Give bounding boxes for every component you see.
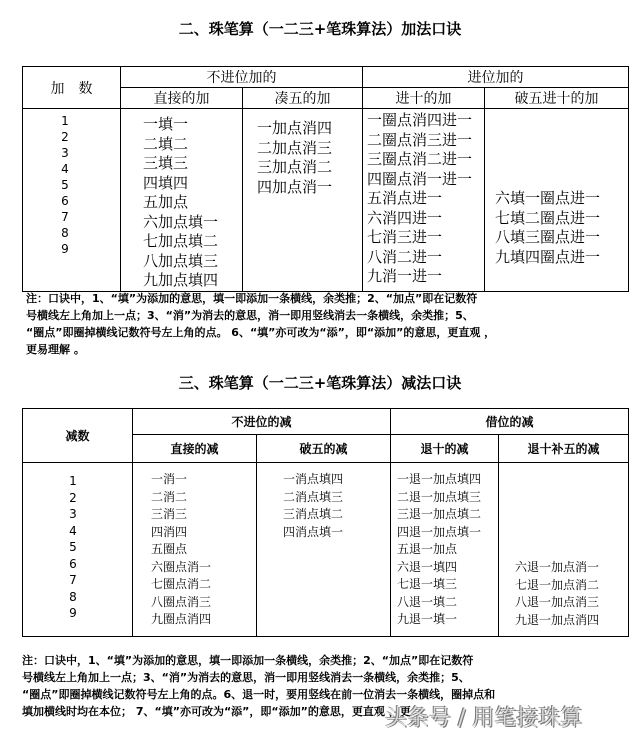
rule-line: 8 — [69, 589, 77, 604]
direct-add-cell — [121, 109, 243, 292]
subtrahend-cell — [23, 463, 133, 637]
rule-line: 三消点填二 — [283, 507, 344, 521]
ten-sub-cell — [391, 463, 499, 637]
rule-line: 四消四 — [151, 524, 188, 539]
rule-line: 一加点消四 — [257, 119, 333, 137]
direct-sub-cell — [133, 463, 257, 637]
five-add-cell — [243, 109, 363, 292]
rule-line: 7 — [69, 573, 77, 587]
rule-line: 八填三圈点进一 — [495, 228, 601, 246]
rule-line: 八退一填二 — [397, 594, 458, 609]
ten-add-cell — [363, 109, 485, 292]
subtraction-note: 注：口诀中，1、“填”为添加的意思，填一即添加一条横线，余类推；2、“加点”即在记数符 号横线左上角加上一点；3、“消”为消去的意思，消一即用竖线消去一条横线，余类推；5、 “圈点”即圈掉横线记数符号左上角的点。6、退一时，要用竖线在前一位消去一条横线，圈掉点和 填加横线时均在本位； 7、“填”亦可改为“添”，即“添加”的意思，更直观 ，更 — [22, 654, 496, 718]
rule-line: 六填一圈点进一 — [495, 189, 601, 207]
watermark: 头条号 / 用笔接珠算 — [385, 706, 583, 731]
rule-line: 四加点消一 — [257, 177, 333, 196]
rule-line: 七填二圈点进一 — [495, 208, 601, 227]
subtraction-table — [22, 408, 629, 637]
ten-comp-five-sub-header: 退十补五的减 — [499, 435, 629, 463]
rule-line: 4 — [61, 162, 69, 176]
rule-line: 1 — [69, 474, 77, 488]
rule-line: 1 — [61, 114, 69, 128]
rule-line: 一退一加点填四 — [397, 472, 482, 486]
rule-line: 九消一进一 — [367, 267, 443, 285]
subtraction-title: 三、珠笔算（一二三+笔珠算法）减法口诀 — [178, 374, 462, 392]
rule-line: 2 — [69, 490, 77, 505]
carry-header: 进位加的 — [363, 67, 629, 88]
addend-cell — [23, 109, 121, 292]
rule-line: 4 — [69, 523, 77, 538]
rule-line: 八消二进一 — [367, 247, 443, 266]
addition-note: 注：口诀中，1、“填”为添加的意思，填一即添加一条横线，余类推；2、“加点”即在记数符 号横线左上角加上一点；3、“消”为消去的意思，消一即用竖线消去一条横线，余类推；5、 “圈点”即圈掉横线记数符号左上角的点。 6、“填”亦可改为“添”，即“添加”的意思，更直观 ， 更易理解 。 — [26, 292, 496, 356]
rule-line: 九圈点消四 — [151, 612, 212, 626]
rule-line: 七退一加点消二 — [515, 577, 600, 592]
rule-line: 一消一 — [151, 472, 188, 486]
rule-line: 二加点消三 — [257, 138, 333, 157]
rule-line: 三填三 — [143, 154, 189, 172]
rule-line: 五圈点 — [151, 542, 188, 556]
direct-sub-header: 直接的减 — [133, 435, 257, 463]
rule-line: 七退一填三 — [397, 577, 458, 591]
rule-line: 九退一加点消四 — [515, 612, 600, 627]
rule-line: 八退一加点消三 — [515, 595, 600, 609]
rule-line: 三消三 — [151, 507, 188, 521]
rule-line: 二填二 — [143, 134, 189, 153]
rule-line: 六消四进一 — [367, 208, 443, 227]
rule-line: 九加点填四 — [143, 271, 219, 289]
addition-title: 二、珠笔算（一二三+笔珠算法）加法口诀 — [178, 20, 462, 38]
rule-line: 一圈点消四进一 — [367, 111, 473, 129]
break-five-add-cell — [485, 109, 629, 292]
rule-line: 二消二 — [151, 489, 188, 504]
rule-line: 一消点填四 — [283, 472, 344, 486]
rule-line: 五退一加点 — [397, 542, 458, 556]
ten-comp-five-sub-cell — [499, 463, 629, 637]
rule-line: 四圈点消一进一 — [367, 169, 473, 188]
rule-line: 3 — [61, 146, 69, 160]
rule-line: 5 — [61, 178, 69, 192]
rule-line: 七加点填二 — [143, 232, 219, 250]
no-borrow-header: 不进位的减 — [133, 409, 391, 435]
rule-line: 5 — [69, 540, 77, 554]
addend-header: 加 数 — [23, 67, 121, 109]
break-five-add-header: 破五进十的加 — [485, 88, 629, 109]
rule-line: 七消三进一 — [367, 228, 443, 246]
rule-line: 二消点填三 — [283, 489, 344, 504]
ten-sub-header: 退十的减 — [391, 435, 499, 463]
rule-line: 6 — [69, 556, 77, 571]
rule-line: 八圈点消三 — [151, 594, 212, 609]
direct-add-header: 直接的加 — [121, 88, 243, 109]
rule-line: 三圈点消二进一 — [367, 150, 473, 168]
rule-line: 五消点进一 — [367, 189, 443, 207]
rule-line: 二圈点消三进一 — [367, 130, 473, 149]
break-five-sub-cell — [257, 463, 391, 637]
borrow-header: 借位的减 — [391, 409, 629, 435]
rule-line: 三加点消二 — [257, 158, 333, 176]
rule-line: 6 — [61, 194, 69, 208]
rule-line: 九填四圈点进一 — [495, 247, 601, 266]
subtrahend-header: 减数 — [23, 409, 133, 463]
rule-line: 7 — [61, 210, 69, 224]
rule-line: 六退一填四 — [397, 559, 458, 574]
rule-line: 四退一加点填一 — [397, 524, 482, 539]
rule-line: 8 — [61, 226, 69, 240]
rule-line: 六圈点消一 — [151, 559, 212, 574]
rule-line: 9 — [61, 242, 69, 256]
rule-line: 八加点填三 — [143, 251, 219, 270]
rule-line: 六退一加点消一 — [515, 560, 600, 574]
rule-line: 九退一填一 — [397, 612, 458, 626]
rule-line: 一填一 — [143, 115, 189, 133]
rule-line: 七圈点消二 — [151, 577, 212, 591]
rule-line: 9 — [69, 606, 77, 620]
rule-line: 四消点填一 — [283, 524, 344, 539]
break-five-sub-header: 破五的减 — [257, 435, 391, 463]
rule-line: 三退一加点填二 — [397, 507, 482, 521]
five-add-header: 凑五的加 — [243, 88, 363, 109]
rule-line: 六加点填一 — [143, 212, 219, 231]
addition-table — [22, 66, 629, 292]
rule-line: 3 — [69, 507, 77, 521]
rule-line: 二退一加点填三 — [397, 489, 482, 504]
no-carry-header: 不进位加的 — [121, 67, 363, 88]
rule-line: 四填四 — [143, 173, 189, 192]
rule-line: 五加点 — [143, 193, 189, 211]
rule-line: 2 — [61, 130, 69, 144]
ten-add-header: 进十的加 — [363, 88, 485, 109]
